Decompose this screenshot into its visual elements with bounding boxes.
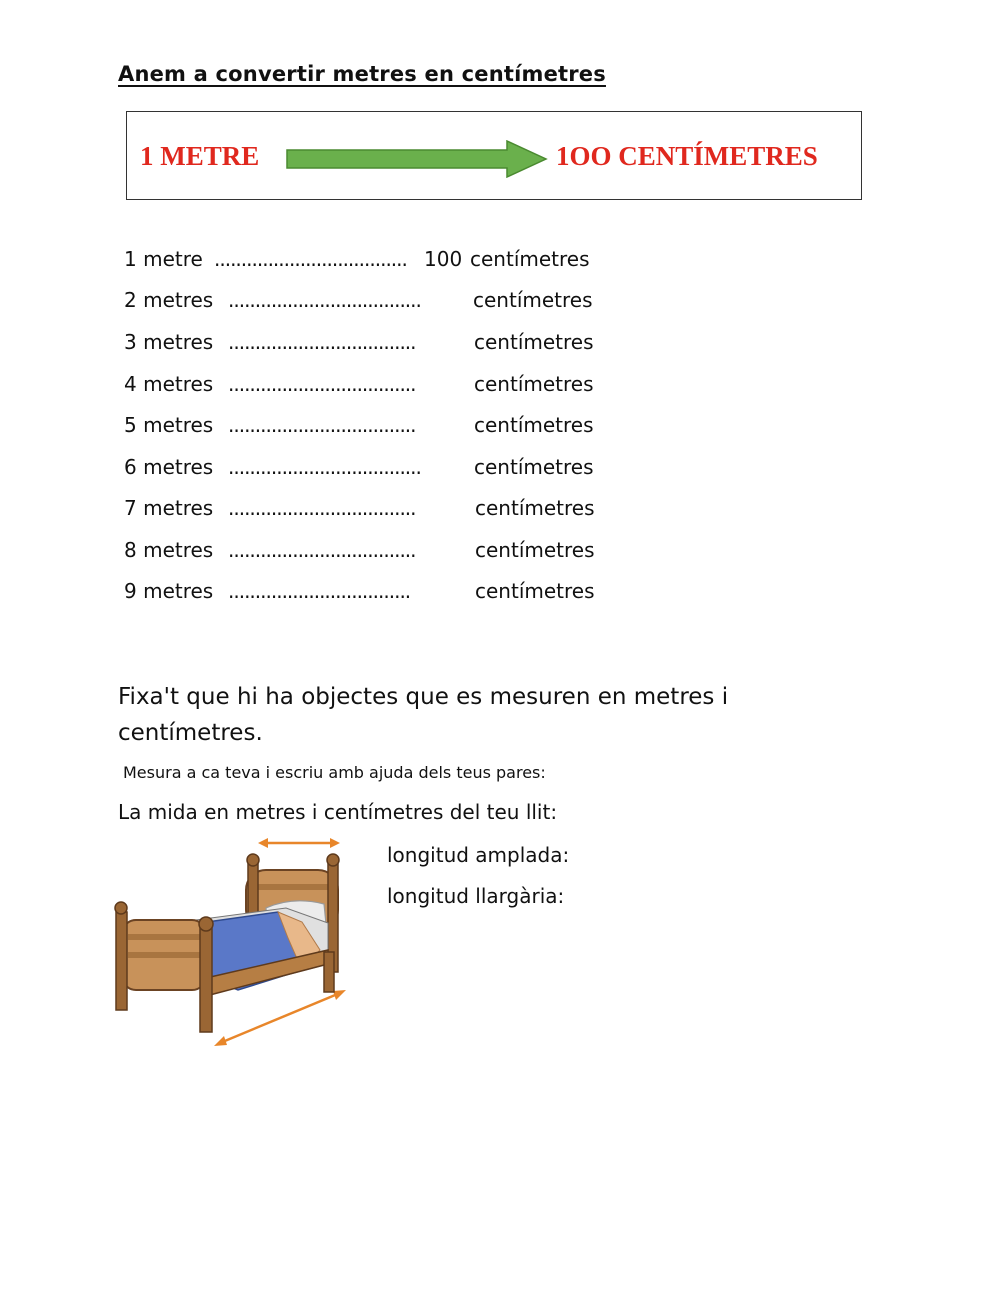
row-label: 5 metres (124, 413, 214, 437)
conversion-right-text: 1OO CENTÍMETRES (556, 141, 818, 171)
unit-label: centímetres (475, 579, 595, 603)
answer-dots[interactable]: ................................... (228, 538, 416, 562)
length-arrow-icon (214, 990, 346, 1046)
unit-label: centímetres (475, 538, 595, 562)
bed-question: La mida en metres i centímetres del teu llit: (118, 800, 558, 824)
answer-dots[interactable]: .................................... (214, 247, 407, 271)
bed-icon (88, 828, 378, 1056)
page-title: Anem a convertir metres en centímetres (118, 62, 606, 86)
row-label: 2 metres (124, 288, 214, 312)
answer-dots[interactable]: ................................... (228, 413, 416, 437)
row-label: 1 metre (124, 247, 203, 271)
unit-label: centímetres (475, 496, 595, 520)
unit-label: centímetres (473, 288, 593, 312)
unit-label: centímetres (474, 455, 594, 479)
answer-dots[interactable]: ................................... (228, 372, 416, 396)
right-arrow-icon (285, 140, 549, 178)
unit-label: centímetres (474, 330, 594, 354)
unit-label: centímetres (470, 247, 590, 271)
row-label: 6 metres (124, 455, 214, 479)
row-label: 9 metres (124, 579, 214, 603)
conversion-box (126, 111, 862, 200)
width-field-label: longitud amplada: (387, 843, 570, 867)
answer-dots[interactable]: ................................... (228, 330, 416, 354)
row-label: 4 metres (124, 372, 214, 396)
answer-dots[interactable]: ................................... (228, 496, 416, 520)
width-arrow-icon (258, 838, 340, 848)
answer-value: 100 (424, 247, 463, 271)
row-label: 3 metres (124, 330, 214, 354)
unit-label: centímetres (474, 413, 594, 437)
conversion-left-text: 1 METRE (140, 141, 260, 171)
instruction-text: Mesura a ca teva i escriu amb ajuda dels teus pares: (123, 763, 546, 782)
answer-dots[interactable]: .................................. (228, 579, 411, 603)
unit-label: centímetres (474, 372, 594, 396)
note-paragraph: Fixa't que hi ha objectes que es mesuren en metres i centímetres. (118, 684, 729, 746)
row-label: 8 metres (124, 538, 214, 562)
length-field-label: longitud llargària: (387, 884, 565, 908)
answer-dots[interactable]: .................................... (228, 455, 421, 479)
row-label: 7 metres (124, 496, 214, 520)
answer-dots[interactable]: .................................... (228, 288, 421, 312)
bed-illustration (88, 828, 378, 1056)
